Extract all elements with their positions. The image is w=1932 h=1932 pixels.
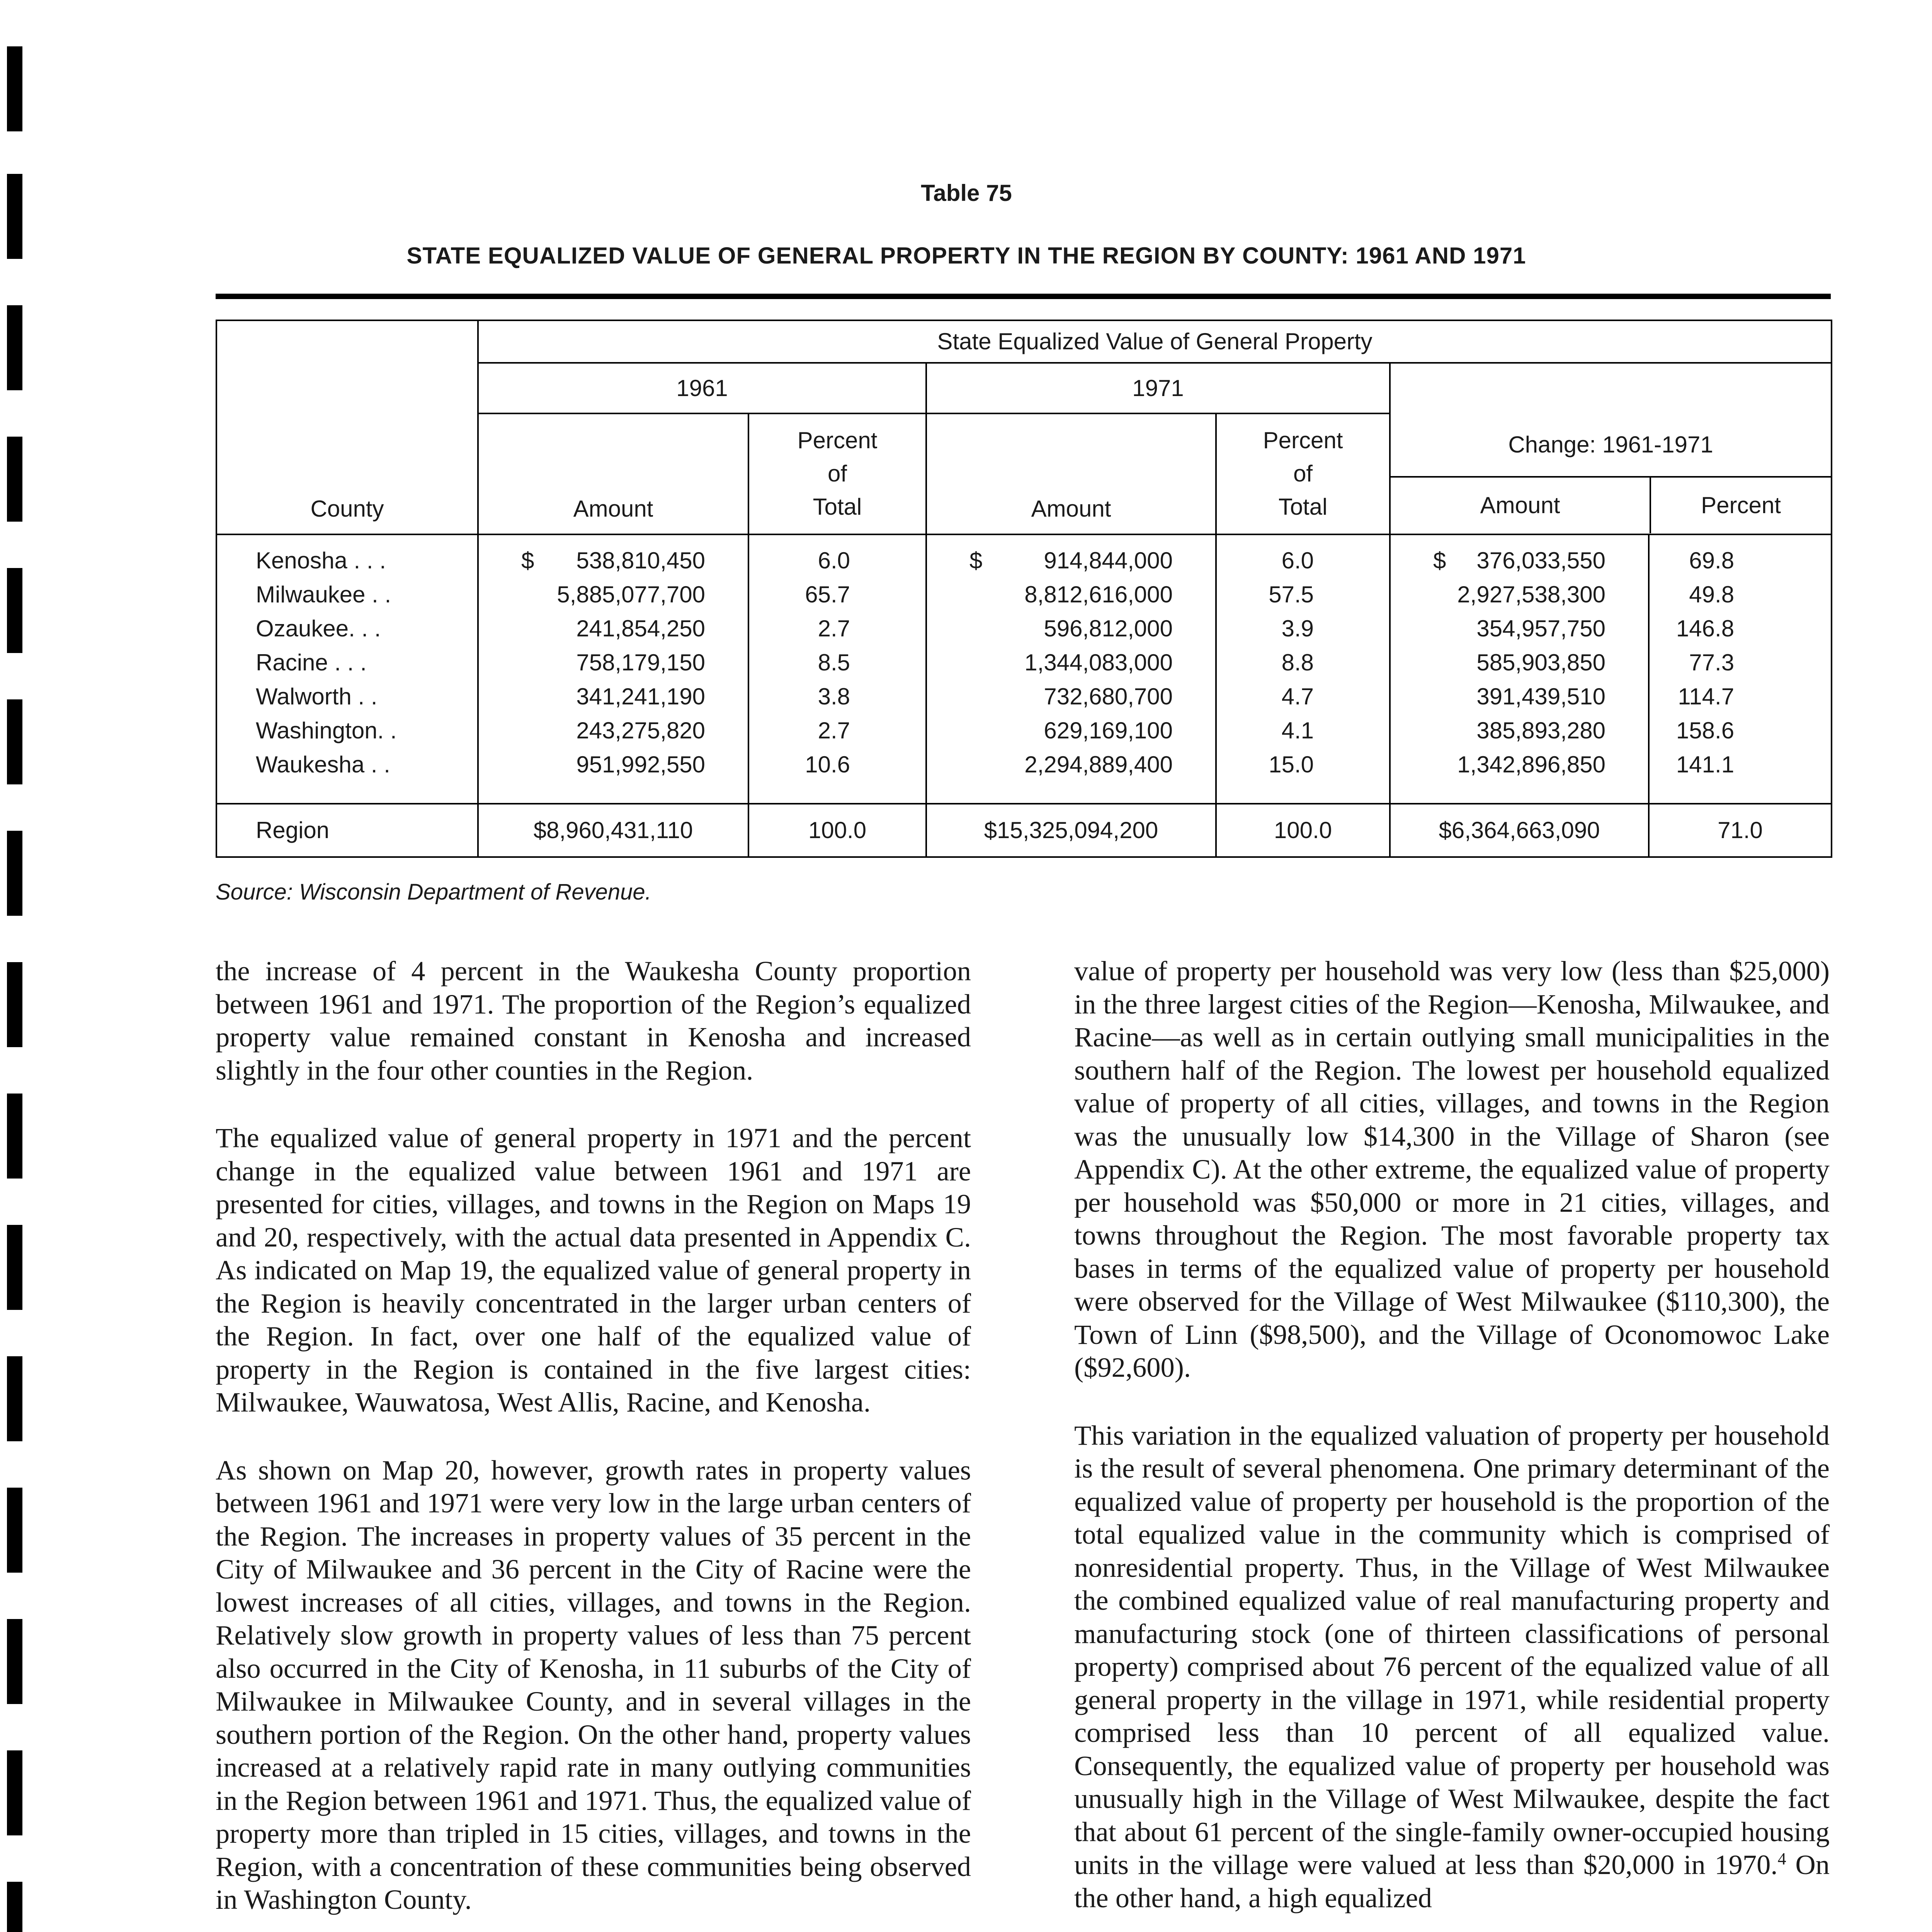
binding-mark: [7, 568, 22, 653]
header-percent-word: Percent: [1263, 427, 1343, 454]
percent-value: 15.0: [1269, 751, 1314, 777]
amount-value: 391,439,510: [1476, 683, 1605, 709]
binding-mark: [7, 1356, 22, 1441]
amount-value: 538,810,450: [576, 547, 705, 573]
county-name: Racine . . .: [256, 649, 367, 675]
amount-1961-column: [478, 534, 748, 804]
percent-value: 114.7: [1678, 683, 1735, 709]
county-name: Waukesha . .: [256, 751, 390, 777]
percent-value: 158.6: [1676, 717, 1735, 743]
change-percent-column: [1649, 534, 1832, 804]
table-title: STATE EQUALIZED VALUE OF GENERAL PROPERTY IN THE REGION BY COUNTY: 1961 AND 1971: [406, 243, 1526, 269]
binding-mark: [7, 1882, 22, 1932]
binding-mark: [7, 305, 22, 390]
header-1971: 1971: [926, 363, 1390, 413]
header-amount-1971: Amount: [926, 413, 1216, 534]
amount-cell: [927, 544, 1215, 578]
header-percent-1971: [1216, 413, 1390, 534]
paragraph: The equalized value of general property in 1971 and the percent change in the equalized value between 1961 and 1971 are presented for cities, villages, and towns in the Region on Maps 19 and 20, respectively, with the actual data presented in Appendix C. As indicated on Map 19, the equalized value of general property in the Region is heavily concentrated in the larger urban centers of the Region. In fact, over one half of the equalized value of property in the Region is contained in the five largest cities: Milwaukee, Wauwatosa, West Allis, Racine, and Kenosha.: [216, 1122, 971, 1418]
binding-mark: [7, 1225, 22, 1310]
percent-value: 6.0: [818, 547, 850, 573]
header-of-word: of: [827, 461, 847, 487]
binding-mark: [7, 1619, 22, 1704]
equalized-value-table: [216, 320, 1832, 858]
binding-mark: [7, 1750, 22, 1835]
amount-value: 243,275,820: [576, 717, 705, 743]
binding-mark: [7, 699, 22, 784]
percent-value: 2.7: [818, 717, 850, 743]
percent-value: 10.6: [805, 751, 850, 777]
amount-value: 376,033,550: [1476, 547, 1605, 573]
region-percent-1961: 100.0: [748, 804, 926, 857]
county-name: Washington. .: [256, 717, 397, 743]
binding-mark: [7, 1488, 22, 1573]
left-text-column: [216, 954, 971, 1932]
header-change-percent: Percent: [1701, 492, 1781, 519]
binding-mark: [7, 437, 22, 522]
binding-mark: [7, 962, 22, 1047]
paragraph: As shown on Map 20, however, growth rates in property values between 1961 and 1971 were very low in the large urban centers of the Region. The increases in property values of 35 percent in the City of Milwaukee and 36 percent in the City of Racine were the lowest increases of all cities, villages, and towns in the Region. Relatively slow growth in property values of less than 75 percent also occurred in the City of Kenosha, in 11 suburbs of the City of Milwaukee in Milwaukee County, and in several villages in the southern portion of the Region. On the other hand, property values increased at a relatively rapid rate in many outlying communities in the Region between 1961 and 1971. Thus, the equalized value of property more than tripled in 15 cities, villages, and towns in the Region, with a concentration of these communities being observed in Washington County.: [216, 1454, 971, 1915]
county-name: Ozaukee. . .: [256, 615, 381, 641]
header-total-word: Total: [1278, 494, 1328, 520]
header-group: State Equalized Value of General Property: [478, 320, 1832, 363]
paragraph-text: This variation in the equalized valuation of property per household is the result of several phenomena. One primary determinant of the equalized value of property per household is the proportion of the total equalized value in the community which is comprised of nonresidential property. Thus, in the Village of West Milwaukee the combined equalized value of real manufacturing property and manufacturing stock (one of thirteen classifications of personal property) comprised about 76 percent of the equalized value of all general property in the village in 1971, while residential property comprised less than 10 percent of all equalized value. Consequently, the equalized value of property per household was unusually high in the Village of West Milwaukee, despite the fact that about 61 percent of the single-family owner-occupied housing units in the village were valued at less than $20,000 in 1970.: [1074, 1419, 1830, 1880]
percent-value: 146.8: [1676, 615, 1735, 641]
region-total-row: [216, 804, 1832, 857]
percent-value: 3.8: [818, 683, 850, 709]
paragraph-text: On the other hand, a high equalized: [1074, 1849, 1830, 1913]
percent-value: 141.1: [1676, 751, 1735, 777]
percent-value: 4.7: [1281, 683, 1314, 709]
county-column: [216, 534, 478, 804]
percent-value: 57.5: [1269, 581, 1314, 607]
county-name: Walworth . .: [256, 683, 378, 709]
amount-value: 758,179,150: [576, 649, 705, 675]
binding-marks: [0, 0, 31, 1932]
region-change-amount: $6,364,663,090: [1390, 804, 1649, 857]
percent-value: 8.5: [818, 649, 850, 675]
amount-value: 341,241,190: [576, 683, 705, 709]
amount-value: 1,344,083,000: [1024, 649, 1173, 675]
percent-value: 49.8: [1689, 581, 1735, 607]
amount-cell: [1391, 544, 1648, 578]
header-of-word: of: [1293, 461, 1313, 487]
amount-value: 732,680,700: [1044, 683, 1173, 709]
amount-cell: [479, 544, 748, 578]
amount-value: 629,169,100: [1044, 717, 1173, 743]
footnote-marker: 4: [1777, 1849, 1786, 1868]
header-change-spacer: [1390, 363, 1832, 413]
header-change: [1390, 413, 1832, 534]
binding-mark: [7, 831, 22, 916]
header-1961: 1961: [478, 363, 926, 413]
change-amount-column: [1390, 534, 1649, 804]
region-percent-1971: 100.0: [1216, 804, 1390, 857]
region-change-percent: 71.0: [1649, 804, 1832, 857]
amount-value: 241,854,250: [576, 615, 705, 641]
header-total-word: Total: [813, 494, 862, 520]
amount-value: 914,844,000: [1044, 547, 1173, 573]
amount-value: 596,812,000: [1044, 615, 1173, 641]
region-amount-1961: $8,960,431,110: [478, 804, 748, 857]
amount-value: 2,294,889,400: [1024, 751, 1173, 777]
percent-value: 77.3: [1689, 649, 1735, 675]
table-source: Source: Wisconsin Department of Revenue.: [216, 879, 651, 905]
region-amount-1971: $15,325,094,200: [926, 804, 1216, 857]
percent-1961-column: [748, 534, 926, 804]
table-number: Table 75: [921, 180, 1012, 206]
amount-value: 951,992,550: [576, 751, 705, 777]
title-rule: [216, 294, 1831, 299]
binding-mark: [7, 46, 22, 131]
amount-value: 2,927,538,300: [1457, 581, 1605, 607]
percent-value: 6.0: [1281, 547, 1314, 573]
percent-value: 65.7: [805, 581, 850, 607]
dollar-sign: $: [1433, 547, 1446, 573]
amount-value: 585,903,850: [1476, 649, 1605, 675]
header-change-label: Change: 1961-1971: [1391, 413, 1831, 478]
region-label: Region: [216, 804, 478, 857]
dollar-sign: $: [969, 547, 983, 573]
amount-value: 5,885,077,700: [557, 581, 705, 607]
percent-value: 3.9: [1281, 615, 1314, 641]
header-percent-1961: [748, 413, 926, 534]
amount-value: 385,893,280: [1476, 717, 1605, 743]
percent-1971-column: [1216, 534, 1390, 804]
amount-1971-column: [926, 534, 1216, 804]
percent-value: 4.1: [1281, 717, 1314, 743]
header-amount-1961: Amount: [478, 413, 748, 534]
paragraph-with-footnote: [1074, 1419, 1830, 1915]
header-county: County: [216, 320, 478, 534]
amount-value: 8,812,616,000: [1024, 581, 1173, 607]
percent-value: 8.8: [1281, 649, 1314, 675]
amount-value: 1,342,896,850: [1457, 751, 1605, 777]
paragraph: the increase of 4 percent in the Waukesha County proportion between 1961 and 1971. The proportion of the Region’s equalized property value remained constant in Kenosha and increased slightly in the four other counties in the Region.: [216, 955, 971, 1086]
dollar-sign: $: [521, 547, 534, 573]
percent-value: 2.7: [818, 615, 850, 641]
county-name: Milwaukee . .: [256, 581, 391, 607]
paragraph: value of property per household was very low (less than $25,000) in the three largest cities of the Region—Kenosha, Milwaukee, and Racine—as well as in certain outlying small municipalities in the southern half of the Region. The lowest per household equalized value of property of all cities, villages, and towns in the Region was the unusually low $14,300 in the Village of Sharon (see Appendix C). At the other extreme, the equalized value of property per household was $50,000 or more in 21 cities, villages, and towns throughout the Region. The most favorable property tax bases in terms of the equalized value of property per household were observed for the Village of West Milwaukee ($110,300), the Town of Linn ($98,500), and the Village of Oconomowoc Lake ($92,600).: [1074, 955, 1830, 1383]
binding-mark: [7, 1094, 22, 1179]
right-text-column: [1074, 954, 1830, 1932]
header-percent-word: Percent: [797, 427, 878, 454]
amount-value: 354,957,750: [1476, 615, 1605, 641]
county-name: Kenosha . . .: [256, 547, 386, 573]
header-change-amount: Amount: [1391, 478, 1651, 533]
percent-value: 69.8: [1689, 547, 1735, 573]
